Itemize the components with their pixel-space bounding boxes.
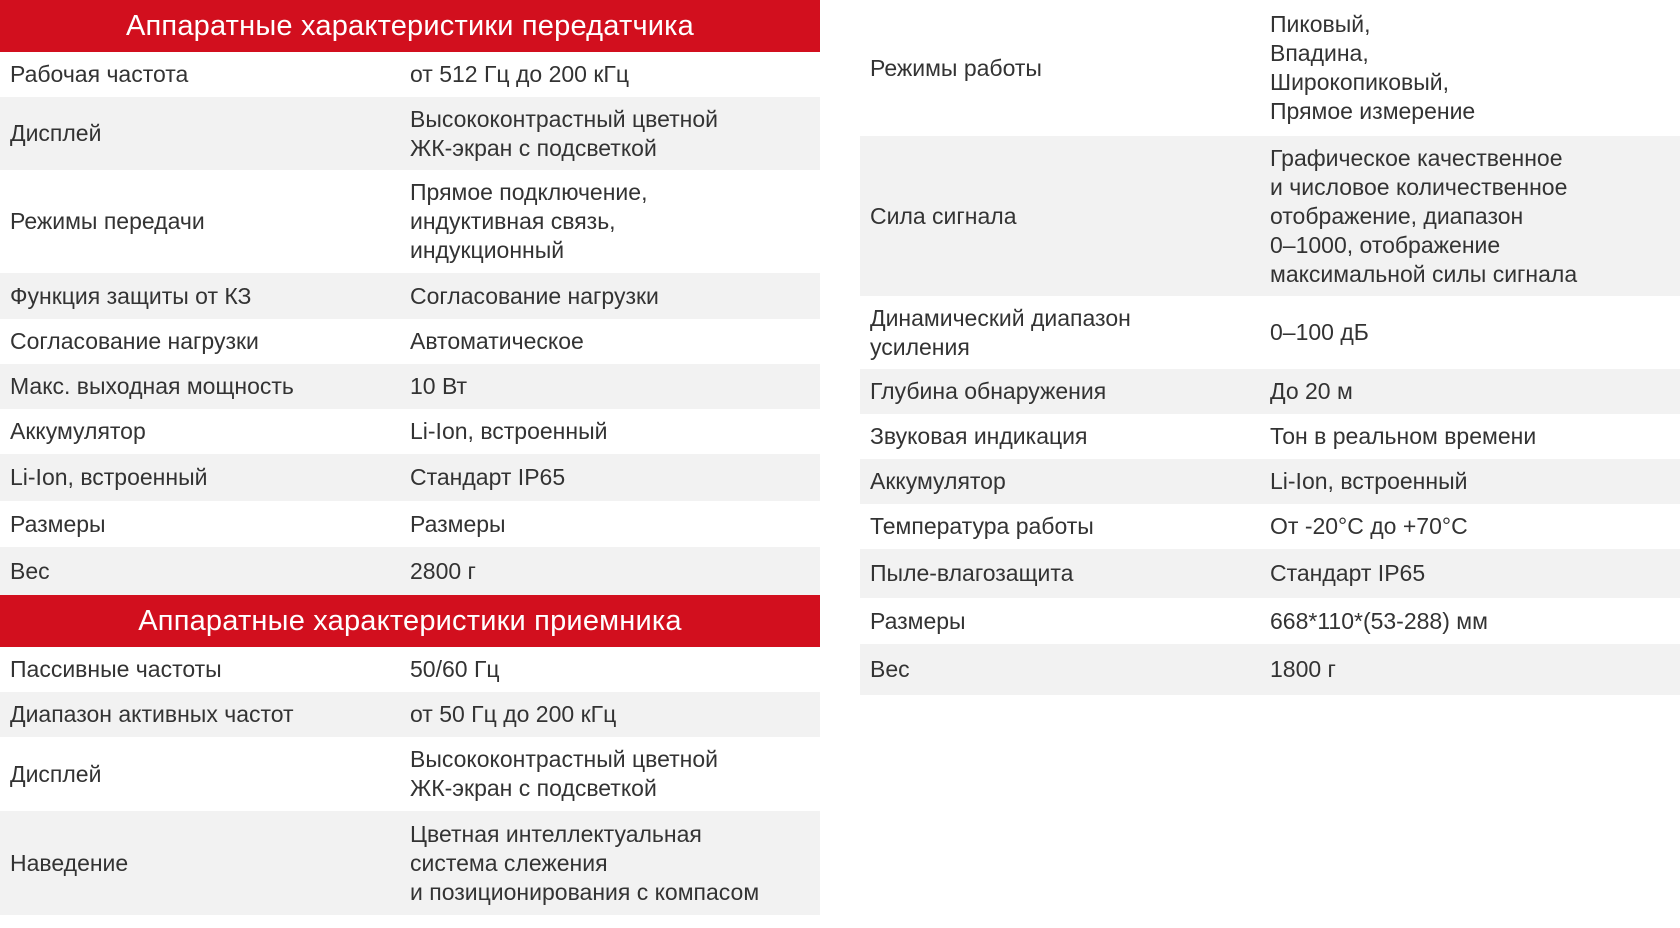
spec-label [0, 282, 410, 311]
spec-row [860, 136, 1680, 296]
spec-value-line: Стандарт IP65 [1270, 560, 1426, 586]
spec-value [1270, 559, 1680, 588]
spec-value-line: и числовое количественное [1270, 173, 1568, 200]
spec-value-line: Li-Ion, встроенный [1270, 468, 1468, 494]
spec-value-line: 10 Вт [410, 373, 468, 399]
spec-value-line: Пиковый, [1270, 11, 1371, 37]
spec-value [1270, 512, 1680, 541]
spec-row [0, 692, 820, 737]
spec-value-line: Автоматическое [410, 328, 584, 354]
spec-value-line: индуктивная связь, [410, 208, 616, 234]
spec-value-line: индукционный [410, 237, 565, 263]
transmitter-section-title: Аппаратные характеристики передатчика [0, 0, 820, 52]
spec-label-line: Вес [870, 656, 910, 682]
spec-label-line: Размеры [870, 607, 966, 634]
spec-value [1270, 144, 1680, 289]
spec-label [0, 510, 410, 539]
spec-value-line: 668*110*(53-288) мм [1270, 607, 1488, 634]
spec-value-line: от 50 Гц до 200 кГц [410, 701, 617, 727]
spec-label-line: Пассивные частоты [10, 656, 222, 682]
spec-value-line: ЖК-экран с подсветкой [410, 775, 657, 801]
spec-label-line: Аккумулятор [10, 418, 146, 444]
spec-row [0, 364, 820, 409]
spec-value [410, 372, 820, 401]
spec-label [860, 422, 1270, 451]
spec-label [0, 60, 410, 89]
right-column [860, 0, 1680, 695]
spec-label-line: Размеры [10, 510, 106, 537]
spec-label [860, 304, 1270, 362]
spec-value-line: от 512 Гц до 200 кГц [410, 61, 630, 87]
spec-value [1270, 10, 1680, 126]
spec-label-line: Температура работы [870, 513, 1094, 539]
spec-label [860, 607, 1270, 636]
spec-value-line: Высококонтрастный цветной [410, 746, 719, 772]
spec-row [0, 97, 820, 170]
spec-label [860, 512, 1270, 541]
spec-label-line: Li-Ion, встроенный [10, 464, 208, 490]
spec-label-line: Пыле-влагозащита [870, 560, 1074, 586]
spec-label [0, 372, 410, 401]
spec-label-line: Наведение [10, 849, 129, 876]
spec-label-line: Сила сигнала [870, 202, 1017, 229]
spec-label-line: усиления [870, 333, 970, 360]
spec-value-line: отображение, диапазон [1270, 202, 1524, 229]
spec-value-line: Стандарт IP65 [410, 464, 566, 490]
spec-row [0, 454, 820, 501]
spec-label-line: Динамический диапазон [870, 304, 1131, 331]
spec-row [860, 459, 1680, 504]
spec-row [0, 319, 820, 364]
spec-row [860, 296, 1680, 369]
spec-label [0, 119, 410, 148]
spec-value-line: Прямое измерение [1270, 98, 1476, 124]
spec-value-line: Высококонтрастный цветной [410, 105, 719, 132]
spec-label [0, 417, 410, 446]
spec-row [0, 737, 820, 811]
spec-row [860, 504, 1680, 549]
spec-value [410, 700, 820, 729]
spec-row [860, 0, 1680, 136]
spec-label [860, 377, 1270, 406]
spec-value [1270, 318, 1680, 347]
spec-value-line: Впадина, [1270, 40, 1369, 66]
spec-value-line: Размеры [410, 510, 506, 537]
spec-value-line: 2800 г [410, 557, 476, 584]
spec-label [0, 760, 410, 789]
spec-row [860, 644, 1680, 695]
spec-label-line: Вес [10, 557, 50, 584]
spec-label-line: Дисплей [10, 120, 102, 146]
spec-row [0, 811, 820, 915]
spec-value-line: Тон в реальном времени [1270, 423, 1537, 449]
spec-row [860, 369, 1680, 414]
spec-value [410, 60, 820, 89]
spec-value [410, 510, 820, 539]
receiver-spec-table-continued [860, 0, 1680, 695]
spec-label [860, 202, 1270, 231]
spec-value-line: Цветная интеллектуальная [410, 820, 702, 847]
spec-label [0, 463, 410, 492]
spec-label [0, 849, 410, 878]
spec-value-line: максимальной силы сигнала [1270, 260, 1578, 287]
spec-value-line: Прямое подключение, [410, 179, 648, 205]
spec-row [860, 598, 1680, 644]
spec-label [860, 467, 1270, 496]
spec-label [0, 207, 410, 236]
spec-value-line: Li-Ion, встроенный [410, 418, 608, 444]
spec-value-line: 1800 г [1270, 656, 1336, 682]
spec-row [0, 52, 820, 97]
spec-value [410, 105, 820, 163]
spec-value-line: Согласование нагрузки [410, 282, 659, 309]
spec-label [0, 700, 410, 729]
spec-value [1270, 422, 1680, 451]
spec-label-line: Рабочая частота [10, 61, 189, 87]
spec-row [860, 549, 1680, 598]
spec-row [0, 547, 820, 595]
spec-label [860, 54, 1270, 83]
spec-value-line: 50/60 Гц [410, 656, 500, 682]
spec-row [0, 501, 820, 547]
spec-value-line: Графическое качественное [1270, 144, 1563, 171]
spec-label-line: Глубина обнаружения [870, 378, 1107, 404]
spec-value [410, 820, 820, 907]
spec-label-line: Аккумулятор [870, 468, 1006, 494]
left-column [0, 0, 820, 915]
spec-label [0, 327, 410, 356]
spec-label-line: Режимы передачи [10, 208, 205, 234]
spec-value-line: Широкопиковый, [1270, 69, 1450, 95]
spec-value-line: ЖК-экран с подсветкой [410, 134, 657, 161]
spec-row [0, 647, 820, 692]
spec-label [860, 655, 1270, 684]
spec-label-line: Согласование нагрузки [10, 328, 259, 354]
spec-value [410, 745, 820, 803]
spec-value-line: До 20 м [1270, 378, 1353, 404]
spec-value-line: 0–100 дБ [1270, 319, 1369, 345]
spec-label-line: Диапазон активных частот [10, 701, 294, 727]
spec-label [860, 559, 1270, 588]
spec-row [0, 273, 820, 319]
spec-row [860, 414, 1680, 459]
spec-label [0, 557, 410, 586]
spec-label-line: Макс. выходная мощность [10, 373, 294, 399]
spec-label-line: Звуковая индикация [870, 423, 1088, 449]
spec-value [410, 282, 820, 311]
spec-value [1270, 377, 1680, 406]
spec-value [1270, 467, 1680, 496]
spec-value-line: и позиционирования с компасом [410, 878, 760, 905]
spec-value [410, 463, 820, 492]
spec-value [410, 557, 820, 586]
transmitter-spec-table [0, 52, 820, 595]
spec-value [410, 327, 820, 356]
spec-value-line: 0–1000, отображение [1270, 231, 1501, 258]
receiver-spec-table [0, 647, 820, 915]
spec-label-line: Дисплей [10, 760, 102, 787]
spec-value-line: От -20°C до +70°C [1270, 513, 1468, 539]
spec-value [410, 655, 820, 684]
spec-value-line: система слежения [410, 849, 608, 876]
spec-value [1270, 607, 1680, 636]
spec-value [410, 178, 820, 265]
spec-row [0, 170, 820, 273]
spec-label-line: Режимы работы [870, 54, 1042, 81]
receiver-section-title: Аппаратные характеристики приемника [0, 595, 820, 647]
spec-label [0, 655, 410, 684]
spec-value [1270, 655, 1680, 684]
spec-label-line: Функция защиты от КЗ [10, 282, 252, 309]
spec-row [0, 409, 820, 454]
spec-value [410, 417, 820, 446]
